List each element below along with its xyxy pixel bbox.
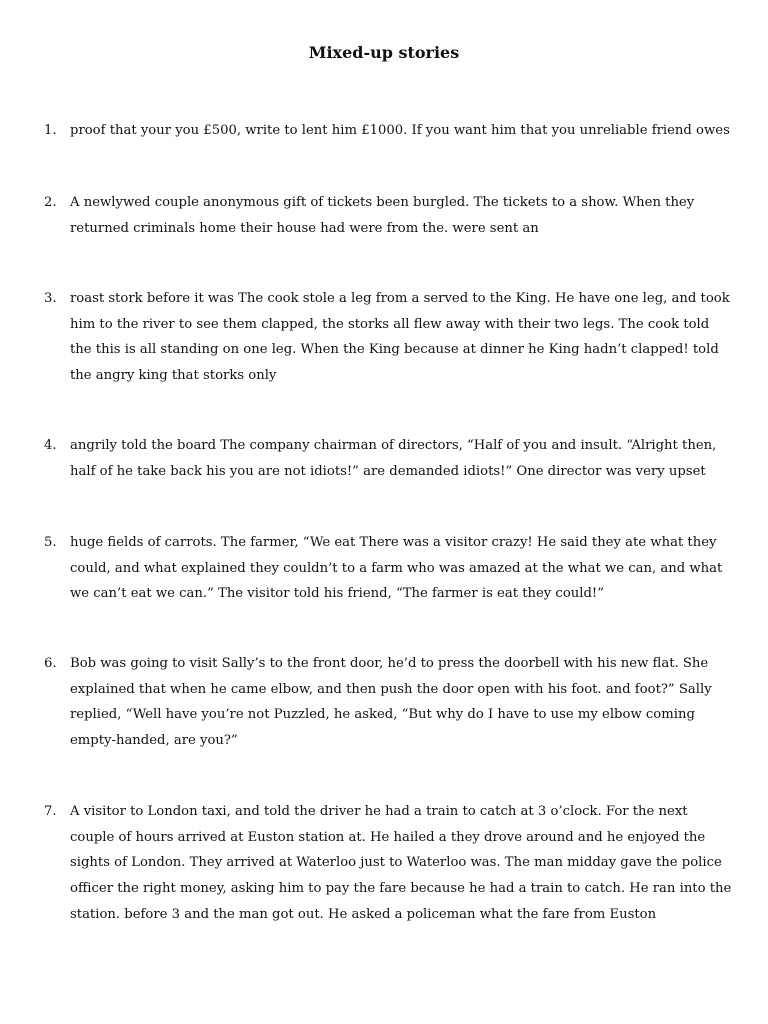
story-item: [44, 530, 734, 607]
story-text: A visitor to London taxi, and told the driver he had a train to catch at 3 o’clock. For the next couple of hours arrived at Euston station at. He hailed a they drove around and he enjoyed the sights of London. They arrived at Waterloo just to Waterloo was. The man midday gave the police officer the right money, asking him to pay the fare because he had a train to catch. He ran into the station. before 3 and the man got out. He asked a policeman what the fare from Euston: [70, 804, 732, 922]
story-text: Bob was going to visit Sally’s to the front door, he’d to press the doorbell with his new flat. She explained that when he came elbow, and then push the door open with his foot. and foot?” Sally replied, “Well have you’re not Puzzled, he asked, “But why do I have to use my elbow coming empty-handed, are you?”: [70, 656, 712, 749]
story-text: huge fields of carrots. The farmer, “We eat There was a visitor crazy! He said they ate what they could, and what explained they couldn’t to a farm who was amazed at the what we can, and what we can’t eat we can.” The visitor told his friend, “The farmer is eat they could!”: [70, 535, 723, 602]
story-item: [44, 799, 734, 928]
story-item: [44, 651, 734, 754]
story-number: 2.: [44, 195, 57, 210]
story-item: [44, 286, 734, 389]
story-text: angrily told the board The company chairman of directors, “Half of you and insult. “Alright then, half of he take back his you are not idiots!” are demanded idiots!” One director was very upset: [70, 438, 717, 479]
story-number: 7.: [44, 804, 57, 819]
story-number: 6.: [44, 656, 57, 671]
story-number: 3.: [44, 291, 57, 306]
story-number: 1.: [44, 123, 57, 138]
story-number: 4.: [44, 438, 57, 453]
story-item: [44, 118, 734, 144]
story-number: 5.: [44, 535, 57, 550]
page-title: Mixed-up stories: [308, 43, 460, 62]
story-text: proof that your you £500, write to lent him £1000. If you want him that you unreliable friend owes: [70, 123, 730, 138]
story-text: A newlywed couple anonymous gift of tickets been burgled. The tickets to a show. When they returned criminals home their house had were from the. were sent an: [70, 195, 695, 236]
story-item: [44, 190, 734, 241]
story-text: roast stork before it was The cook stole a leg from a served to the King. He have one leg, and took him to the river to see them clapped, the storks all flew away with their two legs. The cook told the this is all standing on one leg. When the King because at dinner he King hadn’t clapped! told the angry king that storks only: [70, 291, 730, 384]
story-item: [44, 433, 734, 484]
